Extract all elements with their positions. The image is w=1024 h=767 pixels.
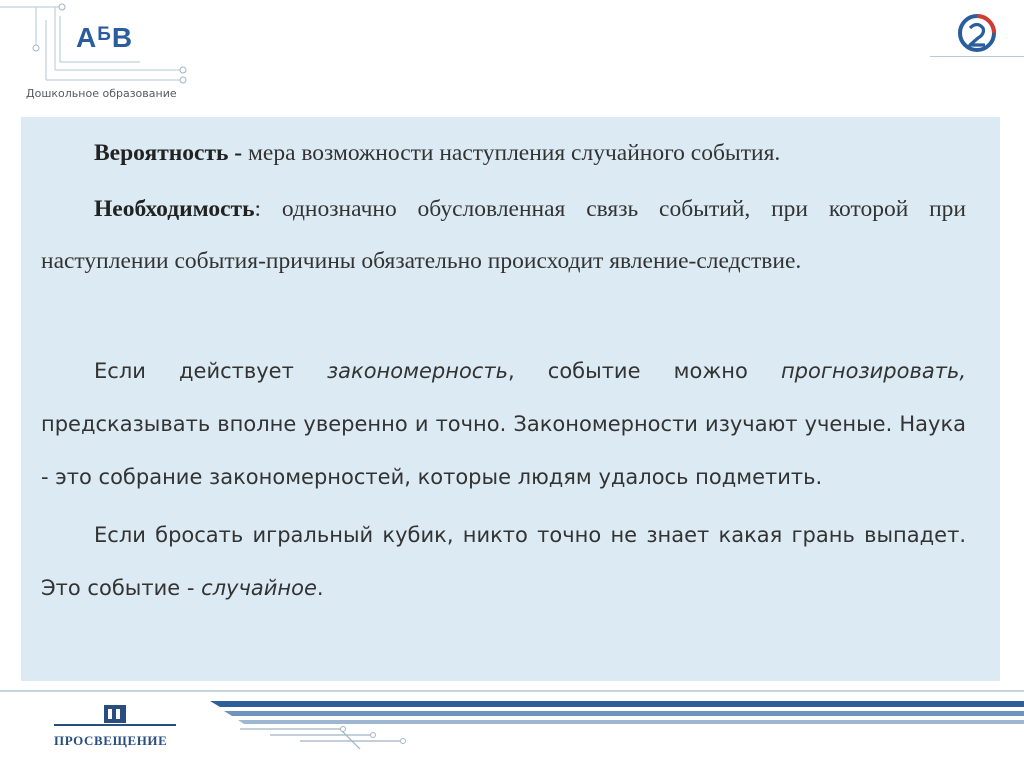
abv-logo: $А^БВ$: [76, 22, 134, 53]
paragraph-necessity: [41, 183, 966, 287]
paragraph-regularity: [41, 345, 966, 504]
footer-stripes-decoration: [200, 699, 1024, 759]
term-probability: Вероятность -: [94, 140, 243, 166]
publisher-name: ПРОСВЕЩЕНИЕ: [54, 733, 168, 748]
emblem-logo-icon: [954, 12, 1000, 54]
text-before-random: Если бросать игральный кубик, никто точно не знает какая грань выпадет. Это событие -: [41, 523, 966, 600]
text-middle-regularity: , событие можно: [507, 359, 781, 383]
emphasis-regularity: закономерность: [326, 359, 508, 383]
text-before-regularity: Если действует: [94, 359, 327, 383]
header: [0, 0, 1024, 112]
emphasis-random: случайное: [201, 576, 317, 600]
definition-necessity: : однозначно обусловленная связь событий, при которой при наступлении события-причины обязательно происходит явление-следствие.: [41, 196, 966, 274]
prosveshchenie-logo-icon: [54, 703, 176, 731]
definition-probability: мера возможности наступления случайного события.: [242, 140, 781, 166]
paragraph-random: [41, 509, 966, 615]
emphasis-predict: прогнозировать,: [780, 359, 966, 383]
content-panel: [21, 117, 1000, 681]
term-necessity: Необходимость: [94, 196, 255, 222]
footer-divider: [0, 690, 1024, 692]
emblem-underline: [930, 56, 1024, 57]
text-after-regularity: предсказывать вполне уверенно и точно. Закономерности изучают ученые. Наука - это собрание закономерностей, которые людям удалось подметить.: [41, 412, 966, 489]
paragraph-probability: [41, 127, 966, 179]
section-subtitle: Дошкольное образование: [26, 87, 177, 100]
text-after-random: .: [316, 576, 324, 600]
